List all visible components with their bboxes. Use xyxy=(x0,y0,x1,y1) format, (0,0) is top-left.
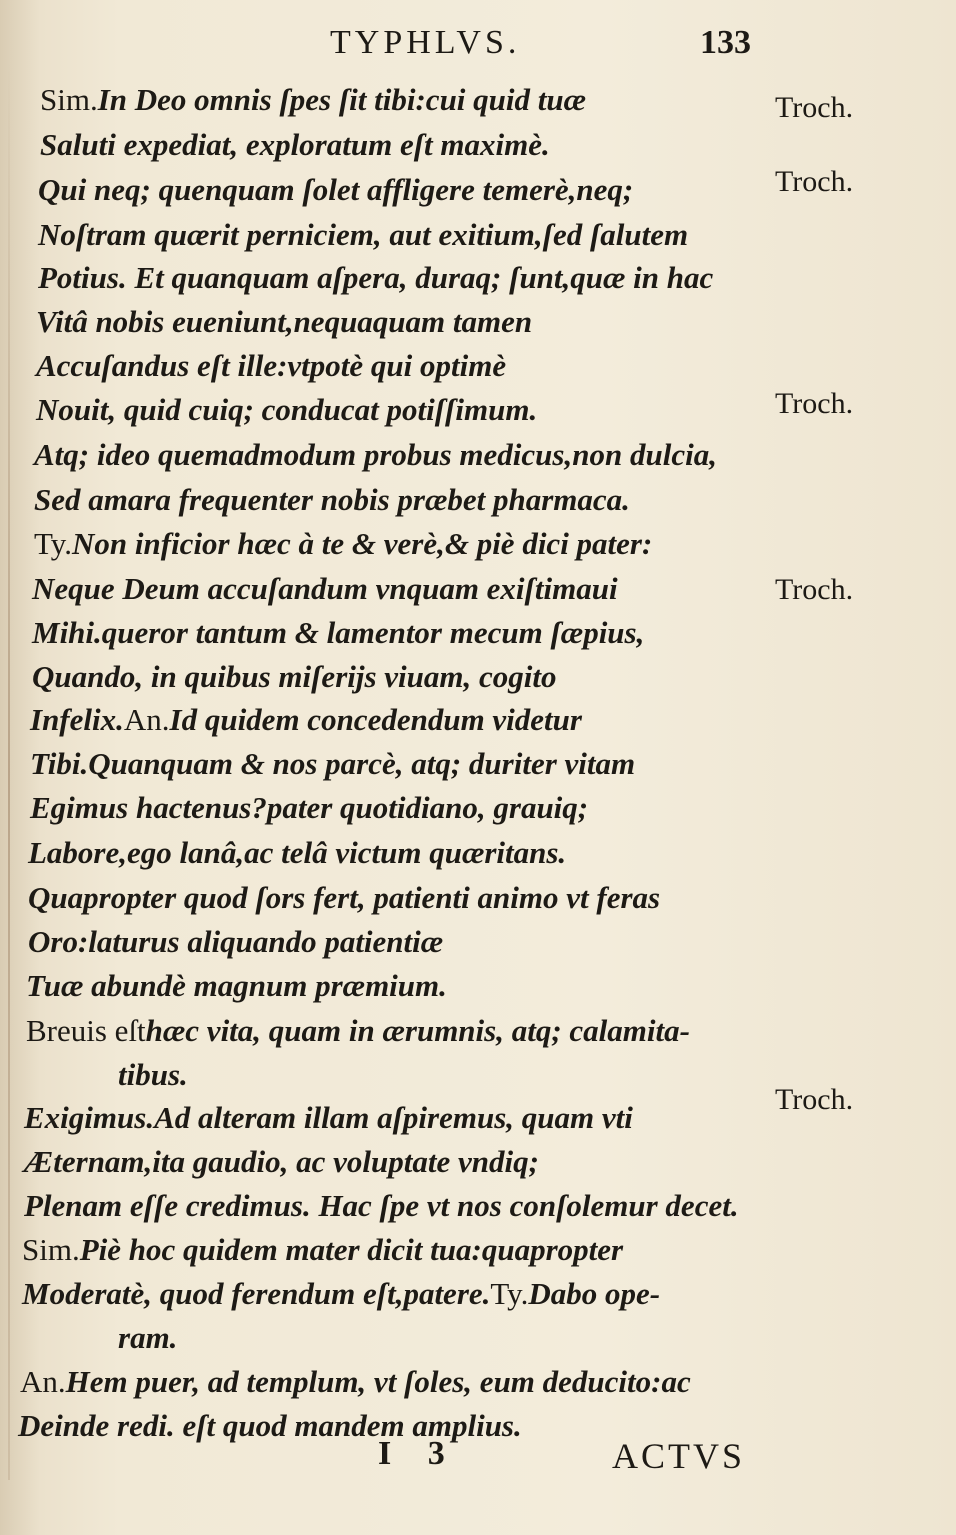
verse-text: Æternam,ita gaudio, ac voluptate vndiq; xyxy=(24,1144,539,1179)
verse-line xyxy=(30,700,582,740)
verse-text: Nouit, quid cuiq; conducat potiſſimum. xyxy=(36,392,538,427)
catchword: ACTVS xyxy=(612,1436,746,1476)
verse-text: Piè hoc quidem mater dicit tua:quapropter xyxy=(79,1232,624,1267)
verse-line xyxy=(32,613,644,653)
speaker-label: Ty. xyxy=(490,1276,529,1311)
verse-text: Non inficior hæc à te & verè,& piè dici pater: xyxy=(72,526,653,561)
verse-text: Potius. Et quanquam aſpera, duraq; ſunt,quæ in hac xyxy=(38,260,714,295)
verse-line xyxy=(22,1274,660,1314)
verse-line xyxy=(36,346,506,386)
page-number: 133 xyxy=(700,24,751,61)
margin-note-troch: Troch. xyxy=(775,573,854,606)
verse-line xyxy=(24,1186,739,1226)
verse-line-continuation xyxy=(118,1055,188,1095)
margin-note-troch: Troch. xyxy=(775,91,854,124)
verse-line xyxy=(32,657,557,697)
verse-text: Saluti expediat, exploratum eſt maximè. xyxy=(40,127,550,162)
verse-line xyxy=(30,744,635,784)
verse-line-continuation xyxy=(118,1318,177,1358)
verse-line xyxy=(26,1011,690,1051)
verse-line xyxy=(40,125,550,165)
margin-note-troch: Troch. xyxy=(775,387,854,420)
speaker-label: Ty. xyxy=(34,526,73,561)
verse-text: In Deo omnis ſpes ſit tibi:cui quid tuæ xyxy=(97,82,587,117)
verse-text: Plenam eſſe credimus. Hac ſpe vt nos conſolemur decet. xyxy=(24,1188,739,1223)
verse-text: Hem puer, ad templum, vt ſoles, eum deducito:ac xyxy=(65,1364,691,1399)
verse-line xyxy=(20,1362,691,1402)
verse-line xyxy=(26,966,447,1006)
verse-text: Egimus hactenus?pater quotidiano, grauiq; xyxy=(30,790,589,825)
verse-text: ram. xyxy=(118,1320,178,1355)
verse-line xyxy=(40,80,586,120)
verse-line xyxy=(28,922,443,962)
page-header xyxy=(0,24,956,74)
verse-line xyxy=(34,524,652,564)
verse-line xyxy=(22,1230,623,1270)
speaker-label: Breuis eſt xyxy=(26,1013,146,1048)
verse-text: tibus. xyxy=(118,1057,188,1092)
verse-text: Oro:laturus aliquando patientiæ xyxy=(28,924,444,959)
verse-text: Tuæ abundè magnum præmium. xyxy=(26,968,447,1003)
page-gutter-shadow xyxy=(8,60,10,1480)
verse-text: hæc vita, quam in ærumnis, atq; calamita- xyxy=(145,1013,690,1048)
verse-text: Deinde redi. eſt quod mandem amplius. xyxy=(18,1408,522,1443)
speaker-label: Sim. xyxy=(22,1232,80,1267)
verse-line xyxy=(38,258,713,298)
verse-text: Noſtram quærit perniciem, aut exitium,ſed ſalutem xyxy=(38,217,689,252)
verse-text: Vitâ nobis eueniunt,nequaquam tamen xyxy=(36,304,533,339)
speaker-label: An. xyxy=(123,702,170,737)
speaker-label: Sim. xyxy=(40,82,98,117)
verse-line xyxy=(24,1142,539,1182)
verse-line xyxy=(38,170,633,210)
verse-text: Mihi.queror tantum & lamentor mecum ſæpius, xyxy=(32,615,645,650)
verse-text: Infelix. xyxy=(30,702,124,737)
verse-line xyxy=(32,569,618,609)
running-title: TYPHLVS. xyxy=(330,24,521,61)
verse-text: Labore,ego lanâ,ac telâ victum quæritans. xyxy=(28,835,567,870)
verse-line xyxy=(30,788,588,828)
verse-text: Quando, in quibus miſerijs viuam, cogito xyxy=(32,659,557,694)
verse-line xyxy=(28,878,660,918)
verse-text: Dabo ope- xyxy=(528,1276,661,1311)
verse-text: Sed amara frequenter nobis præbet pharmaca. xyxy=(34,482,630,517)
verse-line xyxy=(34,435,717,475)
verse-text: Tibi.Quanquam & nos parcè, atq; duriter vitam xyxy=(30,746,636,781)
verse-text: Exigimus.Ad alteram illam aſpiremus, quam vti xyxy=(24,1100,633,1135)
verse-line xyxy=(34,480,630,520)
verse-text: Id quidem concedendum videtur xyxy=(169,702,582,737)
verse-line xyxy=(38,215,688,255)
margin-note-troch: Troch. xyxy=(775,165,854,198)
verse-line xyxy=(36,390,537,430)
verse-line xyxy=(28,833,566,873)
verse-text: Moderatè, quod ferendum eſt,patere. xyxy=(22,1276,491,1311)
verse-text: Quapropter quod ſors fert, patienti animo vt feras xyxy=(28,880,661,915)
speaker-label: An. xyxy=(20,1364,66,1399)
verse-text: Accuſandus eſt ille:vtpotè qui optimè xyxy=(36,348,507,383)
verse-text: Qui neq; quenquam ſolet affligere temerè,neq; xyxy=(38,172,634,207)
verse-line xyxy=(36,302,532,342)
verse-line xyxy=(24,1098,633,1138)
margin-note-troch: Troch. xyxy=(775,1083,854,1116)
signature-mark: I 3 xyxy=(378,1435,459,1472)
verse-text: Neque Deum accuſandum vnquam exiſtimaui xyxy=(32,571,618,606)
verse-text: Atq; ideo quemadmodum probus medicus,non dulcia, xyxy=(34,437,717,472)
page-footer xyxy=(0,1435,956,1485)
